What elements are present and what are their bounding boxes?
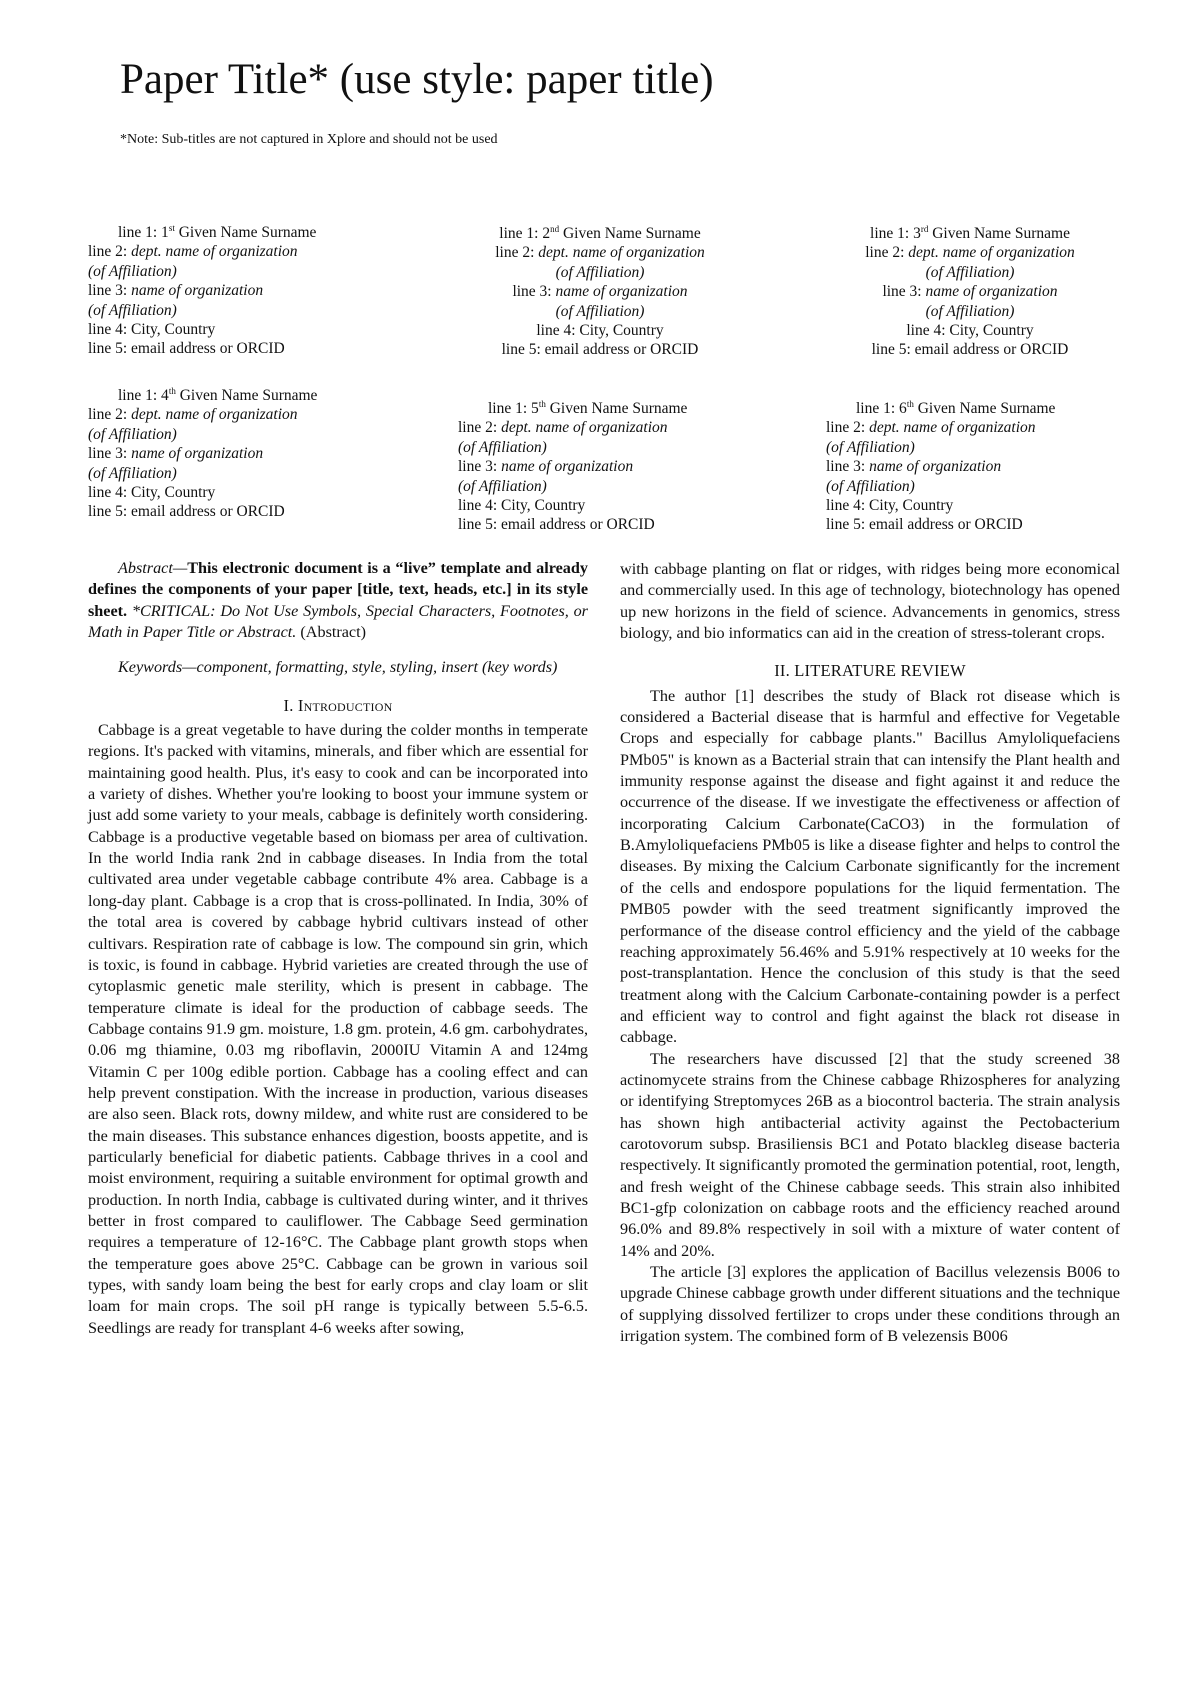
author-block-3 bbox=[830, 224, 1110, 360]
author-line-5: line 5: email address or ORCID bbox=[501, 341, 699, 359]
author-line-4: line 4: City, Country bbox=[536, 322, 664, 340]
author-line-2b: (of Affiliation) bbox=[88, 262, 177, 280]
author-block-5 bbox=[458, 399, 687, 535]
author-line-3b: (of Affiliation) bbox=[88, 301, 177, 319]
author-line-4: line 4: City, Country bbox=[826, 497, 954, 515]
paper-title: Paper Title* (use style: paper title) bbox=[120, 56, 714, 103]
author-line-4: line 4: City, Country bbox=[458, 497, 586, 515]
author-line-3: line 3: name of organization bbox=[88, 445, 264, 463]
author-line-2b: (of Affiliation) bbox=[826, 438, 915, 456]
subtitle-note: *Note: Sub-titles are not captured in Xplore and should not be used bbox=[120, 132, 498, 147]
author-line-5: line 5: email address or ORCID bbox=[458, 516, 655, 534]
author-line-2b: (of Affiliation) bbox=[555, 263, 645, 281]
author-line-5: line 5: email address or ORCID bbox=[88, 503, 285, 521]
abstract-tail: (Abstract) bbox=[296, 623, 367, 642]
author-line-3b: (of Affiliation) bbox=[555, 302, 645, 320]
author-block-4 bbox=[88, 386, 317, 522]
author-line-5: line 5: email address or ORCID bbox=[88, 340, 285, 358]
author-line-3: line 3: name of organization bbox=[882, 283, 1058, 301]
left-column bbox=[88, 558, 588, 1339]
author-line-1: line 1: 2nd Given Name Surname bbox=[499, 224, 701, 242]
author-line-2b: (of Affiliation) bbox=[88, 425, 177, 443]
author-line-2: line 2: dept. name of organization bbox=[826, 419, 1036, 437]
author-line-1: line 1: 3rd Given Name Surname bbox=[870, 224, 1070, 242]
author-line-2: line 2: dept. name of organization bbox=[495, 244, 705, 262]
author-line-3: line 3: name of organization bbox=[512, 283, 688, 301]
author-line-3b: (of Affiliation) bbox=[826, 477, 915, 495]
author-line-2: line 2: dept. name of organization bbox=[88, 406, 298, 424]
abstract bbox=[88, 558, 588, 643]
author-line-3: line 3: name of organization bbox=[826, 458, 1002, 476]
author-line-1: line 1: 4th Given Name Surname bbox=[118, 386, 318, 404]
literature-paragraph-3: The article [3] explores the application of Bacillus velezensis B006 to upgrade Chinese cabbage growth under different situations and the technique of supplying dissolved fertilizer to crops under these conditions through an irrigation system. The combined form of B velezensis B006 bbox=[620, 1263, 1121, 1346]
author-line-3: line 3: name of organization bbox=[458, 458, 634, 476]
author-line-1: line 1: 5th Given Name Surname bbox=[488, 399, 688, 417]
author-line-3: line 3: name of organization bbox=[88, 282, 264, 300]
author-line-2: line 2: dept. name of organization bbox=[88, 243, 298, 261]
author-line-2b: (of Affiliation) bbox=[925, 263, 1015, 281]
author-line-2b: (of Affiliation) bbox=[458, 438, 547, 456]
abstract-lead: Abstract— bbox=[118, 559, 188, 577]
author-block-6 bbox=[826, 399, 1055, 535]
author-line-1: line 1: 1st Given Name Surname bbox=[118, 223, 317, 241]
author-line-5: line 5: email address or ORCID bbox=[871, 341, 1069, 359]
right-column bbox=[620, 559, 1120, 1347]
author-line-5: line 5: email address or ORCID bbox=[826, 516, 1023, 534]
literature-paragraph-1: The author [1] describes the study of Black rot disease which is considered a Bacterial disease that is harmful and effective for Vegetable Crops and especially for cabbage plants." Bacillus Amyloliquefaciens PMb05" is known as a Bacterial strain that can intensify the Plant health and immunity response against the disease and fight against it and reduce the occurrence of the disease. If we investigate the effectiveness or affection of incorporating Calcium Carbonate(CaCO3) in the formulation of B.Amyloliquefaciens PMb05 is like a disease fighter and helps to control the diseases. By mixing the Calcium Carbonate significantly for the increment of the cells and endospore populations for the liquid fermentation. The PMB05 powder with the seed treatment significantly improved the performance of the disease control efficiency and the yield of the cabbage reaching approximately 56.46% and 5.91% respectively at 10 weeks for the post-transplantation. Hence the conclusion of this study is that the seed treatment along with the Calcium Carbonate-containing powder is a perfect and efficient way to control and fight against the black rot disease in cabbage. bbox=[620, 686, 1120, 1047]
introduction-body: Cabbage is a great vegetable to have during the colder months in temperate regions. It's packed with vitamins, minerals, and fiber which are essential for maintaining good health. Plus, it's easy to cook and can be incorporated into a variety of dishes. Whether you're looking to boost your immune system or just add some variety to your meals, cabbage is definitely worth considering. Cabbage is a productive vegetable based on biomass per area of cultivation. In the world India rank 2nd in cabbage diseases. In India from the total cultivated area under vegetable cabbage contribute 4% area. Cabbage is a long-day plant. Cabbage is a crop that is cross-pollinated. In India, 30% of the total area is covered by cabbage hybrid cultivars instead of other cultivars. Respiration rate of cabbage is low. The compound sin grin, which is toxic, is found in cabbage. Hybrid varieties are created through the use of cytoplasmic genetic male sterility, which is present in cabbage. The temperature climate is ideal for the production of cabbage seeds. The Cabbage contains 91.9 gm. moisture, 1.8 gm. protein, 4.6 gm. carbohydrates, 0.06 mg thiamine, 0.03 mg riboflavin, 2000IU Vitamin A and 124mg Vitamin C per 100g edible portion. Cabbage has a cooling effect and can help prevent constipation. With the increase in production, various diseases are also seen. Black rots, downy mildew, and white rust are considered to be the main diseases. This substance enhances digestion, boosts appetite, and is particularly beneficial for diabetic patients. Cabbage thrives in a cool and moist environment, requiring a suitable environment for optimal growth and production. In north India, cabbage is cultivated during winter, and it thrives better in frost compared to cauliflower. The Cabbage Seed germination requires a temperature of 12-16°C. The Cabbage plant growth stops when the temperature goes above 25°C. Cabbage can be grown in various soil types, with sandy loam being the best for early crops and clay loam or slit loam for main crops. The soil pH range is typically between 5.5-6.5. Seedlings are ready for transplant 4-6 weeks after sowing, bbox=[88, 721, 588, 1337]
abstract-critical: *CRITICAL: Do Not Use Symbols, Special Characters, Footnotes, or Math in Paper Title or Abstract. bbox=[88, 601, 588, 642]
abstract-text: This electronic document is a “live” template and already defines the components of your paper [title, text, heads, etc.] in its style sheet. bbox=[88, 559, 588, 620]
author-line-4: line 4: City, Country bbox=[88, 321, 216, 339]
introduction-continued: with cabbage planting on flat or ridges, with ridges being more economical and commercially used. In this age of technology, biotechnology has opened up new horizons in the field of science. Advancements in genomics, stress biology, and bio informatics can aid in the creation of stress-tolerant crops. bbox=[620, 560, 1120, 643]
author-line-3b: (of Affiliation) bbox=[88, 464, 177, 482]
author-line-3b: (of Affiliation) bbox=[925, 302, 1015, 320]
literature-paragraph-2: The researchers have discussed [2] that the study screened 38 actinomycete strains from the Chinese cabbage Rhizospheres for analyzing or identifying Streptomyces 26B as a biocontrol bacteria. The strain analysis has shown high antibacterial activity against the Pectobacterium carotovorum subsp. Brasiliensis BC1 and Potato blackleg disease bacteria respectively. It significantly promoted the germination potential, root, length, and fresh weight of the Chinese cabbage seeds. This strain also inhibited BC1-gfp colonization on cabbage roots and the efficiency reached around 96.0% and 89.8% respectively in soil with a mixture of water content of 14% and 20%. bbox=[620, 1049, 1120, 1260]
author-line-3b: (of Affiliation) bbox=[458, 477, 547, 495]
author-block-2 bbox=[460, 224, 740, 360]
author-line-4: line 4: City, Country bbox=[906, 322, 1034, 340]
author-line-2: line 2: dept. name of organization bbox=[458, 419, 668, 437]
author-line-4: line 4: City, Country bbox=[88, 484, 216, 502]
keywords: Keywords—component, formatting, style, styling, insert (key words) bbox=[118, 658, 558, 677]
section-heading-literature-review: II. LITERATURE REVIEW bbox=[774, 661, 966, 681]
author-block-1 bbox=[88, 223, 316, 359]
author-line-2: line 2: dept. name of organization bbox=[865, 244, 1075, 262]
author-line-1: line 1: 6th Given Name Surname bbox=[856, 399, 1056, 417]
section-heading-introduction: I. Introduction bbox=[283, 695, 393, 715]
